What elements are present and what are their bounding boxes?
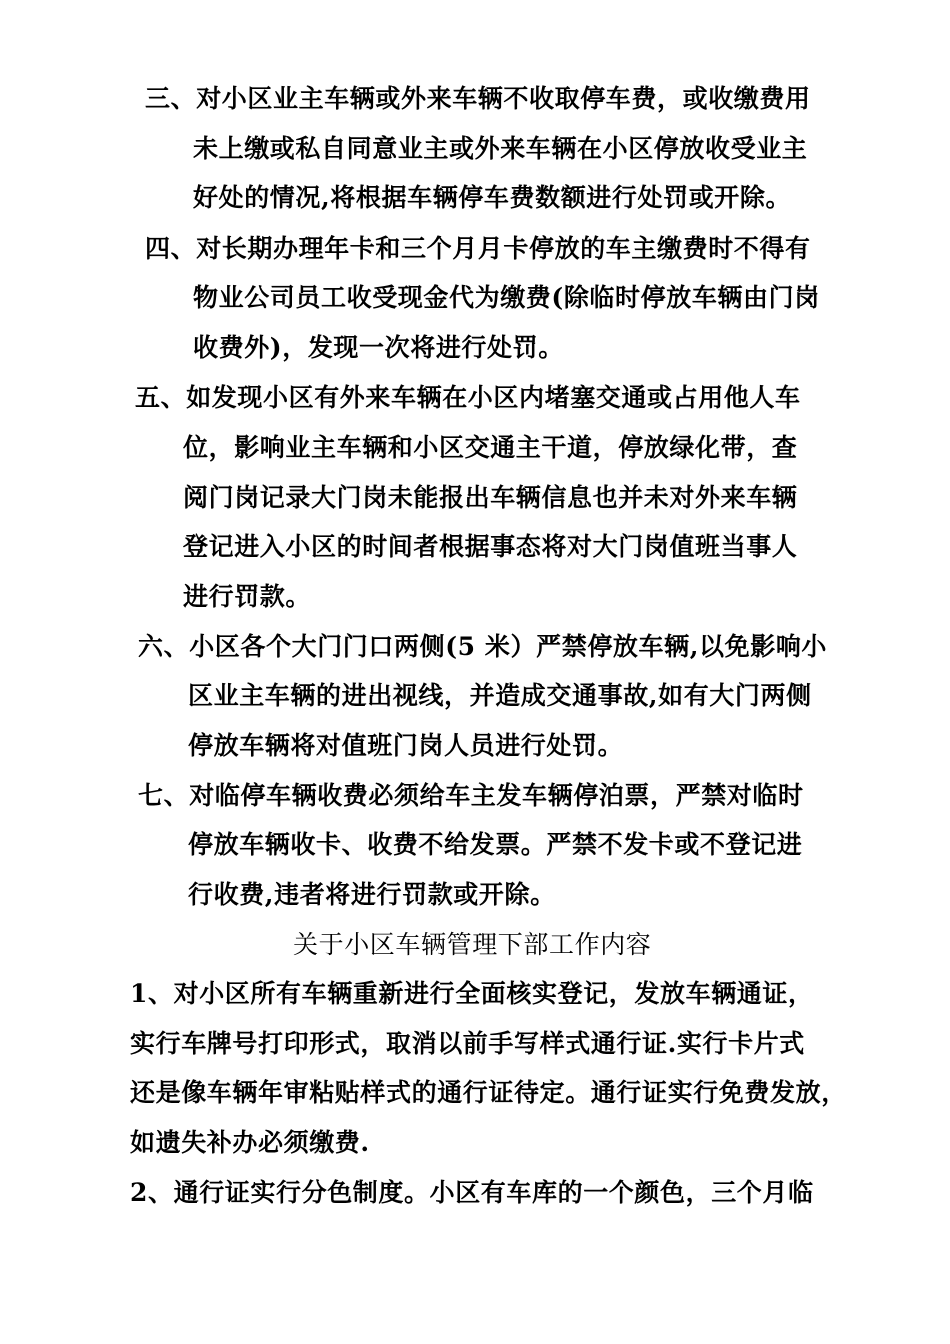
item-1-line-3: 还是像车辆年审粘贴样式的通行证待定。通行证实行免费发放， bbox=[130, 1078, 847, 1107]
rule-6-line-2: 区业主车辆的进出视线，并造成交通事故,如有大门两侧 bbox=[188, 681, 812, 710]
rule-6-line-1: 六、小区各个大门门口两侧(5 米）严禁停放车辆,以免影响小 bbox=[138, 632, 828, 661]
rule-4-line-1: 四、对长期办理年卡和三个月月卡停放的车主缴费时不得有 bbox=[145, 234, 811, 263]
rule-5-line-1: 五、如发现小区有外来车辆在小区内堵塞交通或占用他人车 bbox=[135, 383, 801, 412]
rule-5-line-2: 位，影响业主车辆和小区交通主干道，停放绿化带，查 bbox=[183, 433, 798, 462]
section-title: 关于小区车辆管理下部工作内容 bbox=[293, 930, 652, 959]
rule-4-line-3: 收费外)，发现一次将进行处罚。 bbox=[193, 333, 564, 362]
rule-6-line-3: 停放车辆将对值班门岗人员进行处罚。 bbox=[188, 731, 624, 760]
rule-3-line-2: 未上缴或私自同意业主或外来车辆在小区停放收受业主 bbox=[193, 134, 808, 163]
rule-5-line-3: 阅门岗记录大门岗未能报出车辆信息也并未对外来车辆 bbox=[183, 483, 798, 512]
rule-7-line-2: 停放车辆收卡、收费不给发票。严禁不发卡或不登记进 bbox=[188, 830, 803, 859]
item-1-line-1: 1、对小区所有车辆重新进行全面核实登记，发放车辆通证， bbox=[130, 979, 814, 1008]
rule-5-line-5: 进行罚款。 bbox=[183, 582, 312, 611]
item-2-line-1: 2、通行证实行分色制度。小区有车库的一个颜色，三个月临 bbox=[130, 1178, 814, 1207]
item-1-line-4: 如遗失补办必须缴费. bbox=[130, 1128, 370, 1157]
rule-4-line-2: 物业公司员工收受现金代为缴费(除临时停放车辆由门岗 bbox=[193, 283, 820, 312]
rule-5-line-4: 登记进入小区的时间者根据事态将对大门岗值班当事人 bbox=[183, 532, 798, 561]
rule-7-line-3: 行收费,违者将进行罚款或开除。 bbox=[188, 880, 556, 909]
rule-3-line-3: 好处的情况,将根据车辆停车费数额进行处罚或开除。 bbox=[193, 183, 792, 212]
item-1-line-2: 实行车牌号打印形式，取消以前手写样式通行证.实行卡片式 bbox=[130, 1029, 805, 1058]
rule-3-line-1: 三、对小区业主车辆或外来车辆不收取停车费，或收缴费用 bbox=[145, 84, 811, 113]
rule-7-line-1: 七、对临停车辆收费必须给车主发车辆停泊票，严禁对临时 bbox=[138, 781, 804, 810]
